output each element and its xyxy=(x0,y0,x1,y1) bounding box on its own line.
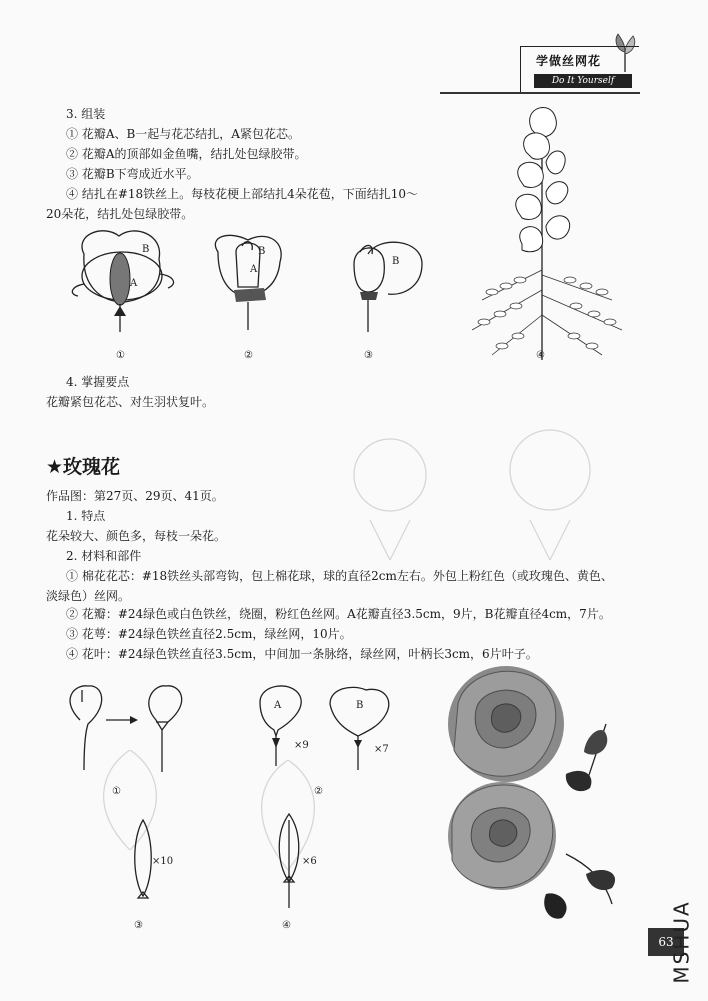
assembly-step: ① 花瓣A、B一起与花芯结扎，A紧包花芯。 xyxy=(66,127,300,141)
ghost-flower-illustration xyxy=(330,420,630,564)
assembly-diagram-2 xyxy=(208,232,288,336)
figure-label: ④ xyxy=(536,350,545,361)
watermark xyxy=(669,890,704,998)
page-number: 63 xyxy=(648,928,684,956)
petal-label-a: A xyxy=(274,700,282,711)
material-item: ④ 花叶：#24绿色铁丝直径3.5cm，中间加一条脉络，绿丝网，叶柄长3cm，6片叶子。 xyxy=(66,647,538,661)
count-label: ×7 xyxy=(374,744,389,755)
petal-label-b: B xyxy=(142,244,150,255)
assembly-step: ③ 花瓣B下弯成近水平。 xyxy=(66,167,199,181)
figure-label: ④ xyxy=(282,920,291,931)
assembly-diagram-4-flower-spike xyxy=(462,100,632,364)
feature-text: 花朵较大、颜色多，每枝一朵花。 xyxy=(46,529,227,543)
figure-label: ② xyxy=(244,350,253,361)
petal-label-b: B xyxy=(392,256,400,267)
material-item: ① 棉花花芯：#18铁丝头部弯钩，包上棉花球，球的直径2cm左右。外包上粉红色（或玫瑰色、黄色、 xyxy=(66,569,613,583)
rose-leaf-diagram xyxy=(274,812,304,916)
count-label: ×9 xyxy=(294,740,309,751)
material-item: ② 花瓣：#24绿色或白色铁丝，绕圈，粉红色丝网。A花瓣直径3.5cm，9片，B花瓣直径4cm，7片。 xyxy=(66,607,611,621)
header-subtitle: Do It Yourself xyxy=(534,74,632,88)
key-points-heading: 4. 掌握要点 xyxy=(66,375,130,389)
figure-label: ① xyxy=(112,786,121,797)
assembly-heading: 3. 组装 xyxy=(66,107,106,121)
assembly-step: ④ 结扎在#18铁丝上。每枝花梗上部结扎4朵花苞，下面结扎10～ xyxy=(66,187,419,201)
petal-label-b: B xyxy=(258,246,266,257)
works-reference: 作品图：第27页、29页、41页。 xyxy=(46,489,224,503)
assembly-step: ② 花瓣A的顶部如金鱼嘴，结扎处包绿胶带。 xyxy=(66,147,307,161)
section-title: ★玫瑰花 xyxy=(46,456,121,478)
material-item: 淡绿色）丝网。 xyxy=(46,589,131,603)
header-title: 学做丝网花 xyxy=(536,54,602,68)
petal-label-b: B xyxy=(356,700,364,711)
assembly-diagram-1 xyxy=(64,224,184,338)
material-item: ③ 花萼：#24绿色铁丝直径2.5cm，绿丝网，10片。 xyxy=(66,627,352,641)
watermark-text: MSHUA xyxy=(669,900,694,984)
assembly-diagram-3 xyxy=(338,234,428,338)
materials-heading: 2. 材料和部件 xyxy=(66,549,142,563)
rose-photo xyxy=(436,664,636,938)
feature-heading: 1. 特点 xyxy=(66,509,106,523)
figure-label: ③ xyxy=(364,350,373,361)
petal-label-a: A xyxy=(250,264,258,275)
figure-label: ② xyxy=(314,786,323,797)
assembly-step: 20朵花，结扎处包绿胶带。 xyxy=(46,207,194,221)
figure-label: ① xyxy=(116,350,125,361)
figure-label: ③ xyxy=(134,920,143,931)
count-label: ×6 xyxy=(302,856,317,867)
header-rule xyxy=(440,92,640,94)
count-label: ×10 xyxy=(152,856,174,867)
petal-label-a: A xyxy=(130,278,138,289)
key-points-text: 花瓣紧包花芯、对生羽状复叶。 xyxy=(46,395,215,409)
